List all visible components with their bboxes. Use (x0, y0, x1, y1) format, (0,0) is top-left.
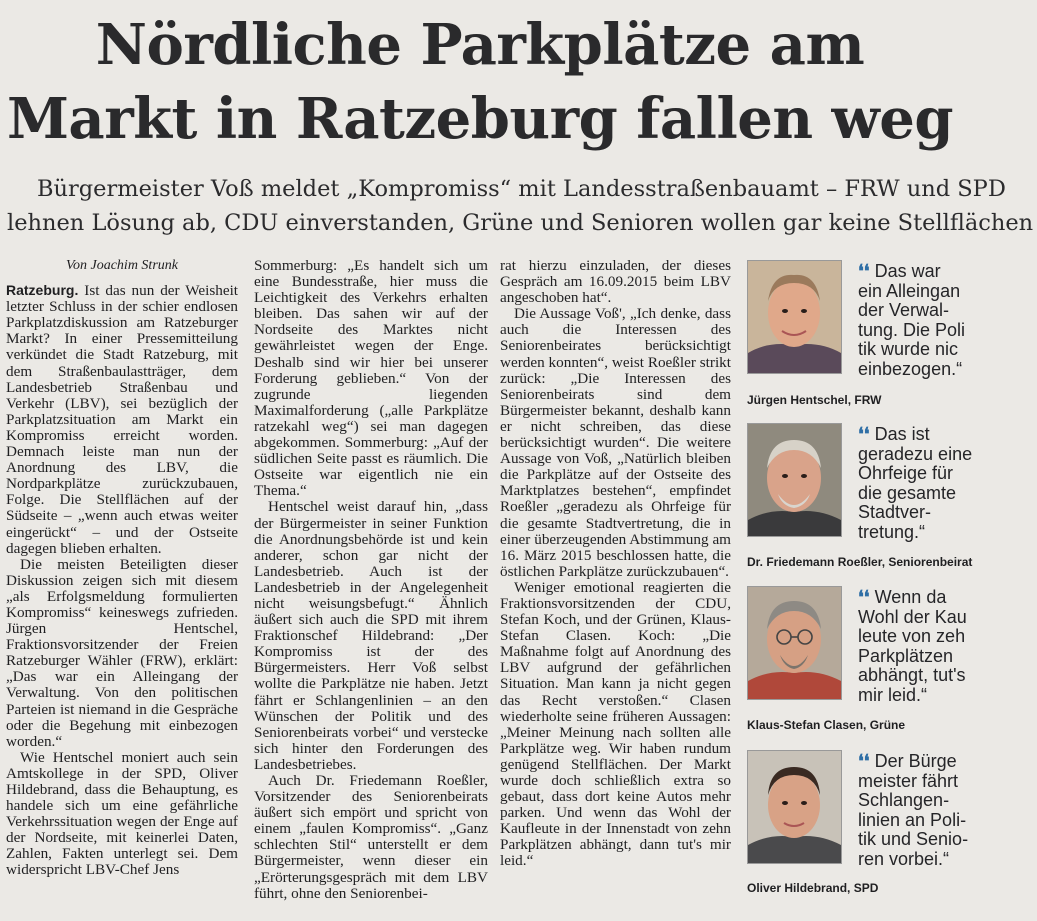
photo-caption: Jürgen Hentschel, FRW (747, 393, 882, 407)
photo-caption: Dr. Friedemann Roeßler, Seniorenbeirat (747, 555, 973, 569)
article-paragraph: Hentschel weist darauf hin, „dass der Bürgermeister in seiner Funktion die Anordnungsbehörde ist und kein anderer, schon gar nicht der Landesbetrieb. Auch ist der Landesbetrieb in der Angelegenheit nicht weisungsbefugt.“ Ähnlich äußert sich auch die SPD mit ihrem Fraktionschef Hildebrand: „Der Kompromiss ist der des Bürgermeisters. Herr Voß selbst wollte die Parkplätze nie haben. Jetzt fährt er Schlangenlinien – an den Wünschen der Politik und des Seniorenbeirats vorbei“ und verstecke sich hinter den Forderungen des Landesbetriebes. (254, 498, 488, 773)
pull-quote (858, 425, 978, 542)
pull-quote (858, 752, 978, 869)
article-paragraph: Sommerburg: „Es handelt sich um eine Bundesstraße, hier muss die Leichtigkeit des Verkehrs erhalten bleiben. Das sahen wir auf der Nordseite des Marktes nicht gewährleistet wegen der Enge. Deshalb sind wir hier bei unserer Forderung geblieben.“ Von der zugrunde liegenden Maximalforderung („alle Parkplätze ratzekahl weg“) sei man dagegen abgekommen. Sommerburg: „Auf der südlichen Seite passt es räumlich. Die Ostseite war eigentlich nie ein Thema.“ (254, 257, 488, 500)
subheadline-line-1: Bürgermeister Voß meldet „Kompromiss“ mit Landesstraßenbauamt – FRW und SPD (37, 176, 1006, 202)
article-column-1 (6, 258, 238, 898)
pull-quote-text: Wenn da Wohl der Kau leute von zeh Parkplätzen abhängt, tut's mir leid.“ (858, 587, 967, 705)
byline: Von Joachim Strunk (66, 258, 178, 273)
paragraph-text: Ist das nun der Weisheit letzter Schluss in der schier endlosen Parkplatzdiskussion am Ratzeburger Markt? In einer Pressemitteilung verkündet die Stadt Ratzeburg, mit dem Straßenbaulastträger, dem Landesbetrieb Straßenbau und Verkehr (LBV), sei bezüglich der Parkplatzsituation am Markt ein Kompromiss erreicht worden. Demnach leiste man nun der Anordnung des LBV, die Nordparkplätze zurückzubauen, Folge. Die Stellflächen auf der Südseite – „wenn auch etwas weiter eingerückt“ – und der Ostseite dagegen blieben erhalten. (6, 282, 239, 557)
pull-quote (858, 588, 978, 705)
quote-mark-icon: ❛❛ (858, 261, 870, 282)
portrait-photo-hentschel (747, 260, 842, 374)
article-paragraph: rat hierzu einzuladen, der dieses Gespräch am 16.09.2015 beim LBV angeschoben hat“. (500, 257, 731, 307)
quote-mark-icon: ❛❛ (858, 424, 870, 445)
pull-quote-text: Der Bürge meister fährt Schlangen- linien an Poli- tik und Senio- ren vorbei.“ (858, 751, 969, 869)
headline-line-1: Nördliche Parkplätze am (95, 12, 865, 78)
subheadline-line-2: lehnen Lösung ab, CDU einverstanden, Grüne und Senioren wollen gar keine Stellflächen (7, 210, 1034, 236)
article-paragraph: Auch Dr. Friedemann Roeßler, Vorsitzender des Seniorenbeirats äußert sich empört und spricht von einem „faulen Kompromiss“. „Ganz schlechten Stil“ unterstellt er dem Bürgermeister, wenn dieser ein „Erörterungsgespräch mit dem LBV führt, ohne den Seniorenbei- (254, 772, 488, 902)
quote-mark-icon: ❛❛ (858, 751, 870, 772)
pull-quote (858, 262, 978, 379)
article-column-2 (254, 257, 488, 902)
article-paragraph: Wie Hentschel moniert auch sein Amtskollege in der SPD, Oliver Hildebrand, dass die Behauptung, es handele sich um eine gefährliche Verkehrssituation wegen der Enge auf der Nordseite, mit keinerlei Daten, Zahlen, Fakten unterlegt sei. Dem widerspricht LBV-Chef Jens (6, 748, 238, 879)
article-column-3 (500, 258, 731, 898)
article-paragraph: Die Aussage Voß', „Ich denke, dass auch die Interessen des Seniorenbeirates berücksichtigt werden konnten“, weist Roeßler strikt zurück: „Die Interessen des Seniorenbeirats sind dem Bürgermeister bekannt, deshalb kann er nicht schreiben, das diese berücksichtigt wurden“. Die weitere Aussage von Voß, „Natürlich bleiben die Parkplätze auf der Ostseite des Marktplatzes bestehen“, empfindet Roeßler „geradezu als Ohrfeige für die gesamte Stadtvertretung, die in einer überzeugenden Abstimmung am 16. März 2015 beschlossen hatte, die östlichen Parkplätze zurückzubauen“. (500, 305, 731, 580)
dateline: Ratzeburg. (6, 282, 79, 299)
portrait-photo-clasen (747, 586, 842, 700)
photo-caption: Klaus-Stefan Clasen, Grüne (747, 718, 906, 732)
pull-quote-text: Das war ein Alleingan der Verwal- tung. Die Poli tik wurde nic einbezogen.“ (858, 261, 966, 379)
photo-caption: Oliver Hildebrand, SPD (747, 881, 879, 895)
quote-mark-icon: ❛❛ (858, 587, 870, 608)
pull-quote-text: Das ist geradezu eine Ohrfeige für die gesamte Stadtver- tretung.“ (858, 424, 973, 542)
article-paragraph: Die meisten Beteiligten dieser Diskussion zeigen sich mit diesem „als Erfolgsmeldung formulierten Kompromiss“ keineswegs zufrieden. Jürgen Hentschel, Fraktionsvorsitzender der Freien Ratzeburger Wähler (FRW), erklärt: „Das war ein Alleingang der Verwaltung. Von den politischen Parteien ist niemand in die Gespräche oder die Begehung mit einbezogen worden.“ (6, 555, 238, 750)
headline-line-2: Markt in Ratzeburg fallen weg (6, 86, 954, 152)
article-paragraph: Weniger emotional reagierten die Fraktionsvorsitzenden der CDU, Stefan Koch, und der Grünen, Klaus-Stefan Clasen. Koch: „Die Maßnahme folgt auf Anordnung des LBV aufgrund der gefährlichen Situation. Man kann ja nicht gegen das Recht verstoßen.“ Clasen wiederholte seine früheren Aussagen: „Meiner Meinung nach sollten alle Parkplätze weg. Wir haben rundum genügend Stellflächen. Der Markt wurde doch schließlich extra so gebaut, dass dort keine Autos mehr parken. Und wenn das Wohl der Kaufleute in der Innenstadt von zehn Parkplätzen abhängt, dann tut's mir leid.“ (500, 578, 731, 870)
portrait-photo-roessler (747, 423, 842, 537)
article-paragraph (6, 282, 238, 557)
portrait-photo-hildebrand (747, 750, 842, 864)
